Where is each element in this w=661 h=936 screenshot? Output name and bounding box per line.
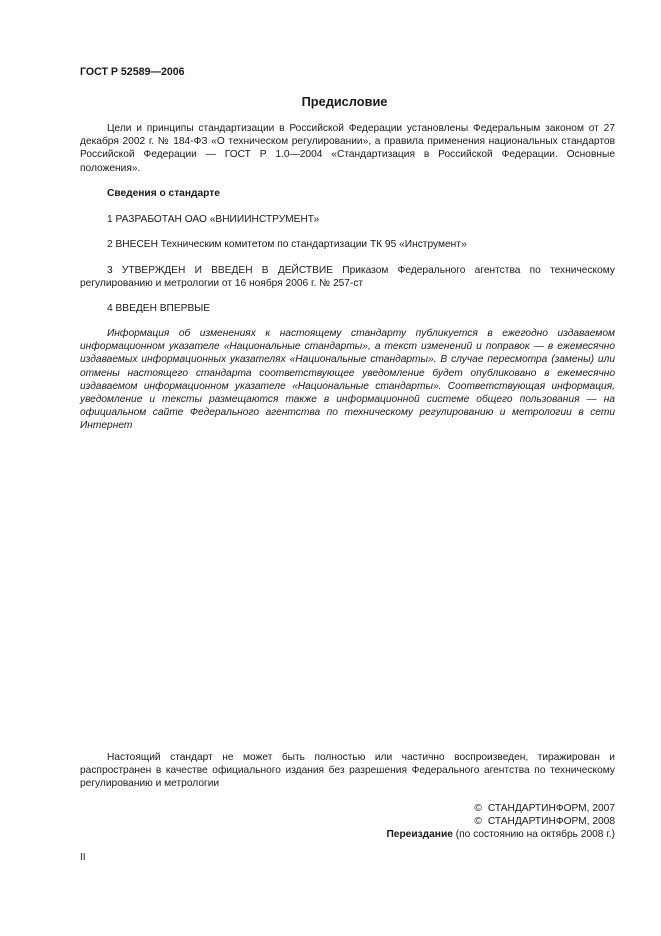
- reissue-label: Переиздание: [386, 829, 453, 841]
- copyright-block: [386, 802, 615, 842]
- changes-info-paragraph: [80, 327, 615, 433]
- changes-info-text: Информация об изменениях к настоящему стандарту публикуется в ежегодно издаваемом информационном указателе «Национальные стандарты», а текст изменений и поправок — в ежемесячно издаваемых информационных указателях «Национальные стандарты». В случае пересмотра (замены) или отмены настоящего стандарта соответствующее уведомление будет опубликовано в ежемесячно издаваемом информационном указателе «Национальные стандарты». Соответствующая информация, уведомление и тексты размещаются также в информационной системе общего пользования — на официальном сайте Федерального агентства по техническому регулированию и метрологии в сети Интернет: [80, 328, 615, 432]
- copyright-line-2008: [386, 815, 615, 828]
- reproduction-notice-text: Настоящий стандарт не может быть полностью или частично воспроизведен, тиражирован и распространен в качестве официального издания без разрешения Федерального агентства по техническому регулированию и метрологии: [80, 752, 615, 790]
- info-item-2: 2 ВНЕСЕН Техническим комитетом по стандартизации ТК 95 «Инструмент»: [107, 239, 467, 250]
- info-heading: Сведения о стандарте: [107, 188, 220, 199]
- copyright-holder-2008: СТАНДАРТИНФОРМ, 2008: [487, 816, 615, 828]
- copyright-holder-2007: СТАНДАРТИНФОРМ, 2007: [487, 803, 615, 814]
- page-number: II: [80, 852, 86, 863]
- document-id-header: ГОСТ Р 52589—2006: [80, 66, 185, 78]
- copyright-icon: ©: [474, 816, 482, 828]
- info-item-1: 1 РАЗРАБОТАН ОАО «ВНИИИНСТРУМЕНТ»: [107, 214, 320, 225]
- intro-paragraph: [80, 122, 615, 175]
- reproduction-notice: [80, 751, 615, 791]
- reissue-note: (по состоянию на октябрь 2008 г.): [455, 829, 615, 841]
- copyright-line-2007: [386, 802, 615, 815]
- info-item-4: 4 ВВЕДЕН ВПЕРВЫЕ: [107, 303, 211, 314]
- copyright-icon: ©: [474, 803, 482, 814]
- section-title: Предисловие: [301, 94, 388, 109]
- intro-text: Цели и принципы стандартизации в Российской Федерации установлены Федеральным законом от 27 декабря 2002 г. № 184-ФЗ «О техническом регулировании», а правила применения национальных стандартов Российской Федерации — ГОСТ Р 1.0—2004 «Стандартизация в Российской Федерации. Основные положения».: [80, 123, 615, 174]
- reissue-line: [386, 828, 615, 841]
- info-item-3: 3 УТВЕРЖДЕН И ВВЕДЕН В ДЕЙСТВИЕ Приказом Федерального агентства по техническому регулированию и метрологии от 16 ноября 2006 г. № 257-ст: [80, 265, 615, 290]
